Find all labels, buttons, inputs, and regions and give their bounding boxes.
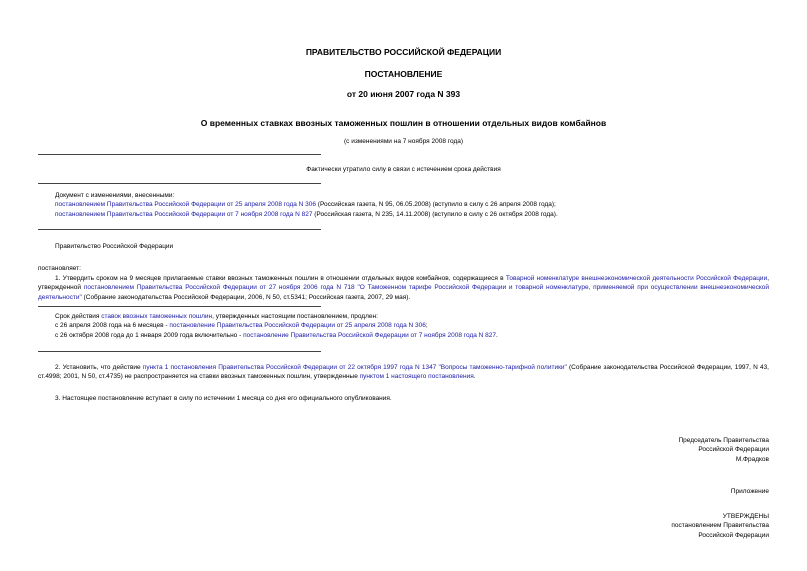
signature-country: Российской Федерации	[698, 446, 769, 454]
divider	[38, 351, 321, 352]
changes-note: (с изменениями на 7 ноября 2008 года)	[343, 138, 464, 145]
paragraph-1: 1. Утвердить сроком на 9 месяцев прилагаемые ставки ввозных таможенных пошлин в отношении отдельных видов комбайнов, содержащиеся в Товарной номенклатуре внешнеэкономической деятельности Российской Федерации, утвержденной постановлением Правительства Российской Федерации от 27 ноября 2006 года N 718 "О Таможенном тарифе Российской Федерации и товарной номенклатуре, применяемой при осуществлении внешнеэкономической деятельности" (Собрание законодательства Российской Федерации, 2006, N 50, ст.5341; Российская газета, 2007, 29 мая).	[38, 275, 770, 301]
signature-title: Председатель Правительства	[678, 437, 769, 444]
decree-306-link[interactable]: постановление Правительства Российской Федерации от 25 апреля 2008 года N 306	[169, 322, 426, 330]
approved-country: Российской Федерации	[698, 531, 769, 539]
amendment-line: постановлением Правительства Российской Федерации от 25 апреля 2008 года N 306 (Российская газета, N 95, 06.05.2008) (вступило в силу с 26 апреля 2008 года);	[55, 201, 556, 209]
extension-intro: Срок действия ставок ввозных таможенных пошлин, утвержденных настоящим постановлением, продлен:	[55, 313, 378, 320]
clause-1-link[interactable]: пунктом 1 настоящего постановления	[359, 373, 474, 381]
paragraph-2: 2. Установить, что действие пункта 1 постановления Правительства Российской Федерации от 22 октября 1997 года N 1347 "Вопросы таможенно-тарифной политики" (Собрание законодательства Российской Федерации, 1997, N 43, ст.4998; 2001, N 50, ст.4735) не распространяется на ставки ввозных таможенных пошлин, утвержденные пунктом 1 настоящего постановления.	[38, 364, 769, 381]
decree-1347-link[interactable]: пункта 1 постановления Правительства Российской Федерации от 22 октября 1997 года N 1347 "Вопросы таможенно-тарифной политики"	[142, 364, 567, 371]
approved-by: постановлением Правительства	[671, 522, 769, 530]
approval-block	[671, 512, 769, 540]
document-title: О временных ставках ввозных таможенных пошлин в отношении отдельных видов комбайнов	[200, 118, 607, 128]
extension-block	[55, 312, 769, 340]
amendment-link[interactable]: постановлением Правительства Российской Федерации от 7 ноября 2008 года N 827	[55, 210, 313, 218]
paragraph-3: 3. Настоящее постановление вступает в силу по истечении 1 месяца со дня его официального опубликования.	[55, 395, 392, 402]
document-date-number: от 20 июня 2007 года N 393	[346, 89, 461, 99]
rates-link[interactable]: ставок ввозных таможенных пошлин	[101, 313, 213, 320]
divider	[38, 154, 321, 155]
government-heading: ПРАВИТЕЛЬСТВО РОССИЙСКОЙ ФЕДЕРАЦИИ	[305, 47, 502, 57]
amendment-line: постановлением Правительства Российской Федерации от 7 ноября 2008 года N 827 (Российская газета, N 235, 14.11.2008) (вступило в силу с 26 октября 2008 года).	[55, 210, 558, 218]
divider	[38, 183, 321, 184]
amendment-link[interactable]: постановлением Правительства Российской Федерации от 25 апреля 2008 года N 306	[55, 201, 316, 209]
extension-line: с 26 октября 2008 года до 1 января 2009 года включительно - постановление Правительства Российской Федерации от 7 ноября 2008 года N 827.	[55, 331, 498, 339]
amendments-intro: Документ с изменениями, внесенными:	[55, 192, 175, 199]
signature-name: М.Фрадков	[735, 455, 769, 463]
divider	[38, 229, 321, 230]
document-type: ПОСТАНОВЛЕНИЕ	[364, 69, 443, 79]
status-note: Фактически утратило силу в связи с истечением срока действия	[306, 166, 501, 173]
divider	[38, 306, 321, 307]
decree-718-link[interactable]: постановлением Правительства Российской Федерации от 27 ноября 2006 года N 718 "О Таможенном тарифе Российской Федерации и товарной номенклатуре, применяемой при осуществлении внешнеэкономической деятельности"	[38, 284, 770, 301]
amendments-block	[55, 191, 775, 219]
appendix-label: Приложение	[730, 488, 769, 495]
government-subject: Правительство Российской Федерации	[55, 243, 174, 250]
extension-line: с 26 апреля 2008 года на 6 месяцев - постановление Правительства Российской Федерации от 25 апреля 2008 года N 306;	[55, 322, 428, 330]
decrees-word: постановляет:	[38, 265, 81, 272]
signature-block	[678, 436, 769, 464]
decree-827-link[interactable]: постановление Правительства Российской Федерации от 7 ноября 2008 года N 827	[243, 331, 497, 339]
tnved-link[interactable]: Товарной номенклатуре внешнеэкономической деятельности Российской Федерации	[505, 275, 768, 282]
approved-word: УТВЕРЖДЕНЫ	[722, 513, 769, 520]
